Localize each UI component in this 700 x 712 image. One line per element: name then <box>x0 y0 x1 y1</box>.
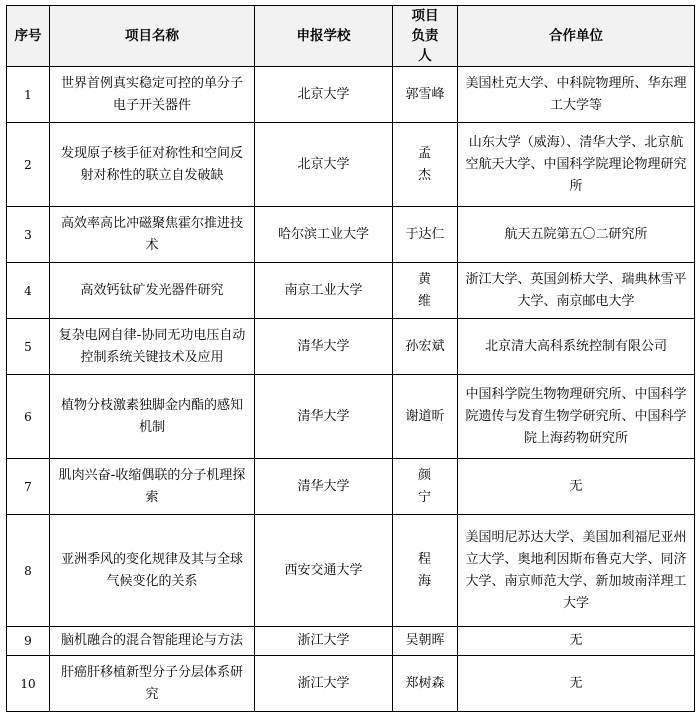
cell-partner: 中国科学院生物物理研究所、中国科学院遗传与发育生物学研究所、中国科学院上海药物研究所 <box>458 375 695 459</box>
cell-seq: 4 <box>7 263 50 319</box>
cell-project-name: 脑机融合的混合智能理论与方法 <box>50 627 255 656</box>
cell-project-name: 肌肉兴奋-收缩偶联的分子机理探索 <box>50 459 255 515</box>
cell-seq: 7 <box>7 459 50 515</box>
projects-table <box>6 5 695 712</box>
cell-lead: 郭雪峰 <box>393 67 458 123</box>
cell-school: 北京大学 <box>255 67 393 123</box>
table-row <box>7 375 695 459</box>
cell-partner: 浙江大学、英国剑桥大学、瑞典林雪平大学、南京邮电大学 <box>458 263 695 319</box>
cell-partner: 航天五院第五〇二研究所 <box>458 207 695 263</box>
header-row <box>7 6 695 67</box>
cell-project-name: 高效率高比冲磁聚焦霍尔推进技术 <box>50 207 255 263</box>
cell-school: 南京工业大学 <box>255 263 393 319</box>
table-row <box>7 656 695 712</box>
cell-seq: 8 <box>7 515 50 627</box>
cell-project-name: 世界首例真实稳定可控的单分子电子开关器件 <box>50 67 255 123</box>
cell-seq: 3 <box>7 207 50 263</box>
cell-partner: 无 <box>458 459 695 515</box>
cell-seq: 1 <box>7 67 50 123</box>
cell-project-name: 植物分枝激素独脚金内酯的感知机制 <box>50 375 255 459</box>
table-row <box>7 627 695 656</box>
cell-school: 浙江大学 <box>255 656 393 712</box>
cell-lead: 程海 <box>393 515 458 627</box>
cell-lead: 谢道昕 <box>393 375 458 459</box>
cell-partner: 北京清大高科系统控制有限公司 <box>458 319 695 375</box>
cell-lead: 黄维 <box>393 263 458 319</box>
cell-lead: 于达仁 <box>393 207 458 263</box>
cell-partner: 无 <box>458 656 695 712</box>
table-row <box>7 207 695 263</box>
cell-partner: 无 <box>458 627 695 656</box>
cell-lead: 吴朝晖 <box>393 627 458 656</box>
header-school: 申报学校 <box>255 6 393 67</box>
table-row <box>7 123 695 207</box>
cell-partner: 美国杜克大学、中科院物理所、华东理工大学等 <box>458 67 695 123</box>
header-lead: 项目负责人 <box>393 6 458 67</box>
cell-school: 清华大学 <box>255 459 393 515</box>
cell-school: 清华大学 <box>255 319 393 375</box>
table-row <box>7 515 695 627</box>
table-row <box>7 459 695 515</box>
cell-lead: 孙宏斌 <box>393 319 458 375</box>
cell-seq: 9 <box>7 627 50 656</box>
cell-project-name: 肝癌肝移植新型分子分层体系研究 <box>50 656 255 712</box>
cell-school: 哈尔滨工业大学 <box>255 207 393 263</box>
cell-seq: 2 <box>7 123 50 207</box>
header-seq: 序号 <box>7 6 50 67</box>
cell-school: 浙江大学 <box>255 627 393 656</box>
table-row <box>7 263 695 319</box>
projects-table-container <box>6 5 695 712</box>
cell-partner: 美国明尼苏达大学、美国加利福尼亚州立大学、奥地利因斯布鲁克大学、同济大学、南京师范大学、新加坡南洋理工大学 <box>458 515 695 627</box>
table-row <box>7 67 695 123</box>
cell-project-name: 高效钙钛矿发光器件研究 <box>50 263 255 319</box>
cell-lead: 郑树森 <box>393 656 458 712</box>
cell-seq: 5 <box>7 319 50 375</box>
cell-partner: 山东大学（威海）、清华大学、北京航空航天大学、中国科学院理论物理研究所 <box>458 123 695 207</box>
cell-lead: 颜宁 <box>393 459 458 515</box>
header-partner: 合作单位 <box>458 6 695 67</box>
cell-school: 西安交通大学 <box>255 515 393 627</box>
header-name: 项目名称 <box>50 6 255 67</box>
cell-project-name: 复杂电网自律-协同无功电压自动控制系统关键技术及应用 <box>50 319 255 375</box>
cell-project-name: 发现原子核手征对称性和空间反射对称性的联立自发破缺 <box>50 123 255 207</box>
table-row <box>7 319 695 375</box>
cell-school: 北京大学 <box>255 123 393 207</box>
cell-school: 清华大学 <box>255 375 393 459</box>
cell-project-name: 亚洲季风的变化规律及其与全球气候变化的关系 <box>50 515 255 627</box>
cell-seq: 6 <box>7 375 50 459</box>
cell-lead: 孟杰 <box>393 123 458 207</box>
cell-seq: 10 <box>7 656 50 712</box>
